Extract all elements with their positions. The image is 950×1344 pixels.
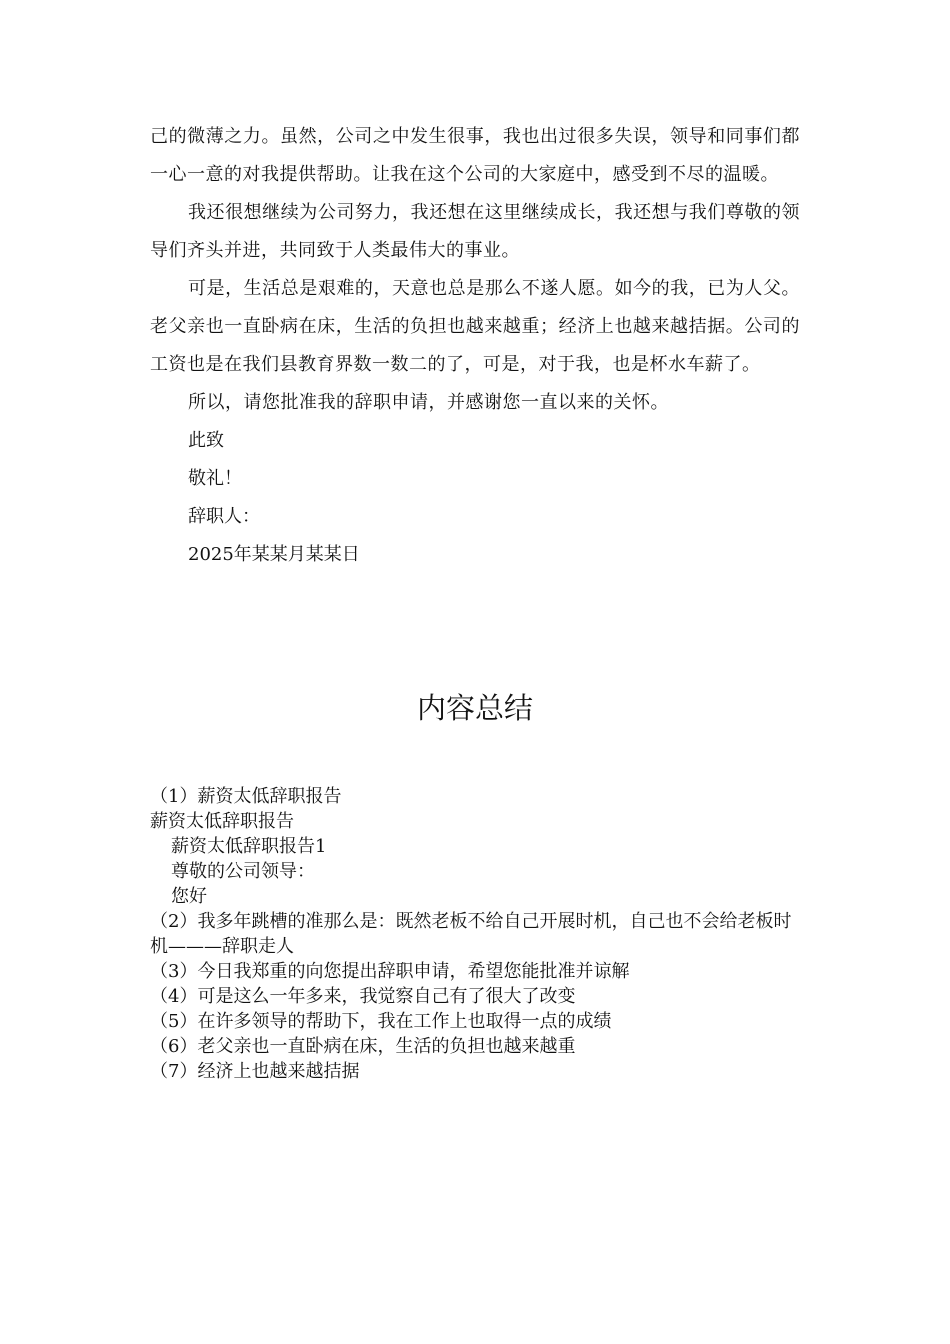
summary-title: 内容总结: [416, 691, 533, 725]
summary-item: 您好: [171, 886, 207, 907]
letter-date: 2025年某某月某某日: [188, 544, 360, 565]
summary-item: （4）可是这么一年多来，我觉察自己有了很大了改变: [150, 986, 576, 1007]
summary-list: [150, 784, 800, 1084]
letter-closing-2: 敬礼！: [188, 468, 242, 489]
summary-item: （3）今日我郑重的向您提出辞职申请，希望您能批准并谅解: [150, 961, 630, 982]
letter-body: [150, 118, 800, 574]
letter-paragraph-2: 我还很想继续为公司努力，我还想在这里继续成长，我还想与我们尊敬的领导们齐头并进，共同致于人类最伟大的事业。: [150, 202, 800, 261]
summary-item: 薪资太低辞职报告1: [171, 836, 327, 857]
letter-paragraph-1: 己的微薄之力。虽然，公司之中发生很事，我也出过很多失误，领导和同事们都一心一意的对我提供帮助。让我在这个公司的大家庭中，感受到不尽的温暖。: [150, 126, 800, 185]
summary-item: （2）我多年跳槽的准那么是：既然老板不给自己开展时机，自己也不会给老板时机———辞职走人: [150, 911, 792, 957]
letter-paragraph-3: 可是，生活总是艰难的，天意也总是那么不遂人愿。如今的我，已为人父。老父亲也一直卧病在床，生活的负担也越来越重；经济上也越来越拮据。公司的工资也是在我们县教育界数一数二的了，可是，对于我，也是杯水车薪了。: [150, 278, 800, 375]
summary-item: （1）薪资太低辞职报告: [150, 786, 342, 807]
letter-closing-1: 此致: [188, 430, 224, 451]
letter-paragraph-4: 所以，请您批准我的辞职申请，并感谢您一直以来的关怀。: [188, 392, 669, 413]
summary-item: 尊敬的公司领导：: [171, 861, 315, 882]
summary-item: （5）在许多领导的帮助下，我在工作上也取得一点的成绩: [150, 1011, 612, 1032]
summary-item: 薪资太低辞职报告: [150, 811, 294, 832]
summary-item: （7）经济上也越来越拮据: [150, 1061, 360, 1082]
summary-item: （6）老父亲也一直卧病在床，生活的负担也越来越重: [150, 1036, 576, 1057]
letter-signer: 辞职人：: [188, 506, 260, 527]
